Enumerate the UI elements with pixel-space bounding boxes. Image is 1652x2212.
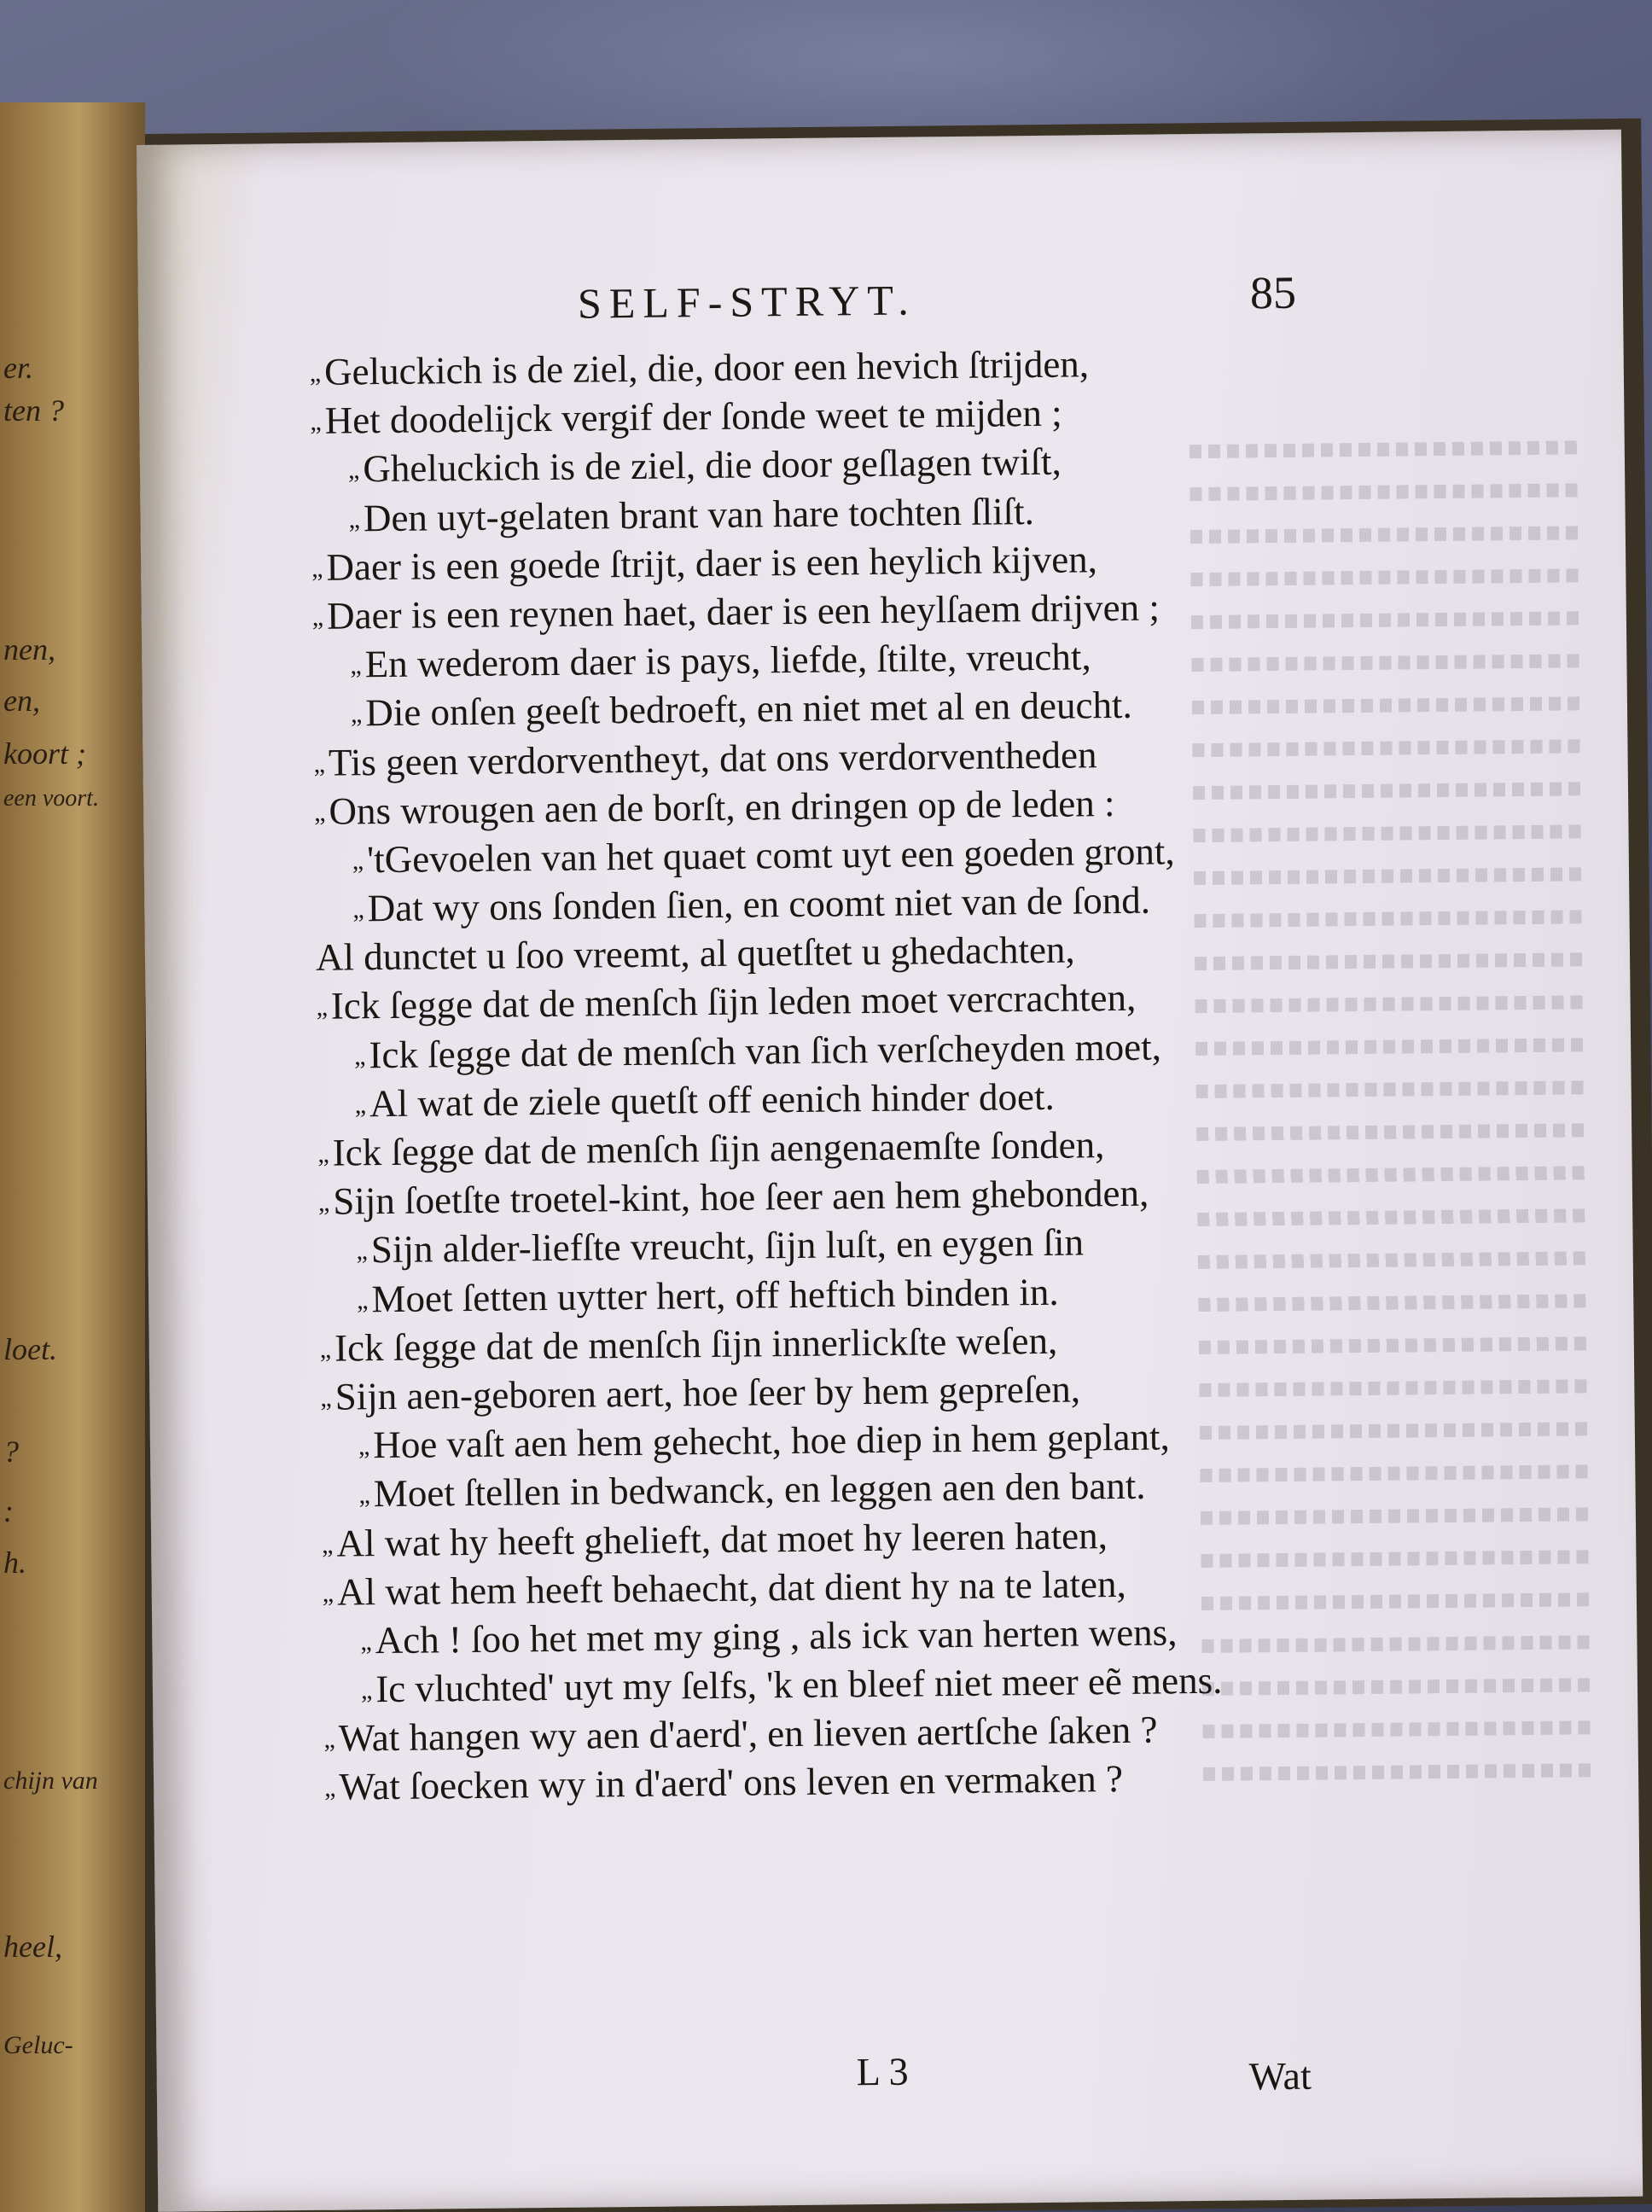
page-number: 85 [1249, 266, 1297, 319]
gnomic-quote-mark: „ [352, 895, 363, 924]
left-page-fragment: ten ? [3, 393, 64, 428]
verse-text: Daer is een reynen haet, daer is een heylſaem drijven ; [326, 585, 1160, 637]
verse-block [310, 337, 1349, 1812]
gnomic-quote-mark: „ [311, 554, 322, 583]
verse-text: Ick ſegge dat de menſch ſijn leden moet vercrachten, [330, 976, 1137, 1028]
verse-text: Geluckich is de ziel, die, door een hevich ſtrijden, [323, 342, 1090, 393]
gnomic-quote-mark: „ [319, 1335, 330, 1364]
gnomic-quote-mark: „ [314, 798, 324, 827]
verse-text: Ons wrougen aen de borſt, en dringen op de leden : [329, 781, 1115, 833]
verse-text: Dat wy ons ſonden ſien, en coomt niet van de ſond. [367, 878, 1151, 930]
gnomic-quote-mark: „ [358, 1432, 369, 1461]
verse-text: Al wat hy heeft ghelieft, dat moet hy leeren haten, [336, 1513, 1108, 1565]
verse-text: 'tGevoelen van het quaet comt uyt een goeden gront, [366, 830, 1175, 882]
gnomic-quote-mark: „ [316, 993, 327, 1022]
verse-text: Moet ſetten uytter hert, off heftich binden in. [371, 1270, 1059, 1320]
left-page-fragment: een voort. [3, 785, 99, 812]
gnomic-quote-mark: „ [324, 1774, 334, 1803]
verse-text: Ick ſegge dat de menſch ſijn innerlickſte weſen, [334, 1318, 1058, 1370]
gnomic-quote-mark: „ [352, 847, 363, 876]
verse-text: Sijn ſoetſte troetel-kint, hoe ſeer aen hem ghebonden, [333, 1171, 1149, 1223]
verse-text: En wederom daer is pays, liefde, ſtilte, vreucht, [364, 635, 1091, 686]
left-page-fragment: koort ; [3, 736, 86, 771]
verse-text: Daer is een goede ſtrijt, daer is een heylich kijven, [326, 537, 1098, 589]
gnomic-quote-mark: „ [356, 1237, 367, 1266]
gnomic-quote-mark: „ [350, 651, 360, 680]
verse-text: Ick ſegge dat de menſch van ſich verſcheyden moet, [369, 1025, 1162, 1076]
left-page-fragment: : [3, 1494, 14, 1528]
left-page-fragment: er. [3, 351, 33, 385]
verse-line [324, 1753, 1349, 1813]
left-page-fragment: heel, [3, 1930, 62, 1964]
gnomic-quote-mark: „ [348, 504, 359, 533]
verse-text: Sijn aen-geboren aert, hoe ſeer by hem gepreſen, [334, 1367, 1081, 1418]
page-header [441, 266, 1346, 328]
gnomic-quote-mark: „ [357, 1285, 367, 1314]
gnomic-quote-mark: „ [354, 1091, 365, 1120]
page-footer [327, 2044, 1359, 2098]
gnomic-quote-mark: „ [360, 1676, 371, 1705]
gnomic-quote-mark: „ [317, 1188, 329, 1218]
signature-mark: L 3 [856, 2049, 909, 2094]
verse-text: Moet ſtellen in bedwanck, en leggen aen den bant. [373, 1464, 1146, 1516]
gnomic-quote-mark: „ [347, 456, 358, 485]
verse-text: Al wat de ziele quetſt off eenich hinder doet. [369, 1074, 1055, 1126]
verse-text: Ick ſegge dat de menſch ſijn aengenaemſte ſonden, [332, 1123, 1105, 1174]
gnomic-quote-mark: „ [320, 1383, 330, 1412]
verse-text: Gheluckich is de ziel, die door geſlagen twiſt, [363, 440, 1062, 491]
gnomic-quote-mark: „ [322, 1530, 332, 1559]
gnomic-quote-mark: „ [354, 1041, 364, 1071]
gnomic-quote-mark: „ [313, 749, 324, 778]
verse-text: Hoe vaſt aen hem gehecht, hoe diep in hem geplant, [373, 1415, 1170, 1467]
gnomic-quote-mark: „ [309, 358, 320, 387]
gnomic-quote-mark: „ [323, 1725, 334, 1755]
gnomic-quote-mark: „ [317, 1139, 328, 1168]
verse-text: Wat ſoecken wy in d'aerd' ons leven en vermaken ? [339, 1757, 1124, 1809]
left-page-fragment: Geluc- [3, 2031, 73, 2059]
verse-text: Tis geen verdorventheyt, dat ons verdorventheden [328, 732, 1097, 784]
left-page-fragment: ? [3, 1435, 19, 1469]
catchword: Wat [1248, 2053, 1312, 2098]
gnomic-quote-mark: „ [358, 1481, 369, 1510]
gnomic-quote-mark: „ [350, 700, 361, 729]
verse-text: Sijn alder-liefſte vreucht, ſijn luſt, en eygen ſin [370, 1220, 1085, 1272]
verse-text: Ic vluchted' uyt my ſelfs, 'k en bleef niet meer eẽ mens. [375, 1658, 1223, 1711]
verse-text: Den uyt-gelaten brant van hare tochten ſliſt. [363, 489, 1035, 539]
left-page-fragment: loet. [3, 1332, 57, 1366]
verse-text: Wat hangen wy aen d'aerd', en lieven aertſche ſaken ? [338, 1708, 1158, 1760]
left-page-fragment: chijn van [3, 1767, 98, 1795]
gnomic-quote-mark: „ [360, 1627, 370, 1656]
left-page-fragment: en, [3, 684, 40, 718]
verse-text: Die onſen geeſt bedroeft, en niet met al en deucht. [365, 684, 1132, 735]
gnomic-quote-mark: „ [322, 1579, 333, 1608]
gnomic-quote-mark: „ [310, 407, 320, 437]
book-page [137, 130, 1643, 2212]
left-page-edge [0, 102, 145, 2212]
gnomic-quote-mark: „ [311, 602, 323, 632]
running-head: SELF-STRYT. [577, 276, 916, 328]
left-page-fragment: h. [3, 1545, 26, 1580]
left-page-fragment: nen, [3, 632, 55, 667]
verse-text: Al wat hem heeft behaecht, dat dient hy na te laten, [336, 1562, 1126, 1614]
verse-text: Ach ! ſoo het met my ging , als ick van herten wens, [375, 1610, 1178, 1662]
verse-text: Al dunctet u ſoo vreemt, al quetſtet u ghedachten, [315, 928, 1075, 980]
verse-text: Het doodelijck vergif der ſonde weet te mijden ; [324, 391, 1062, 442]
